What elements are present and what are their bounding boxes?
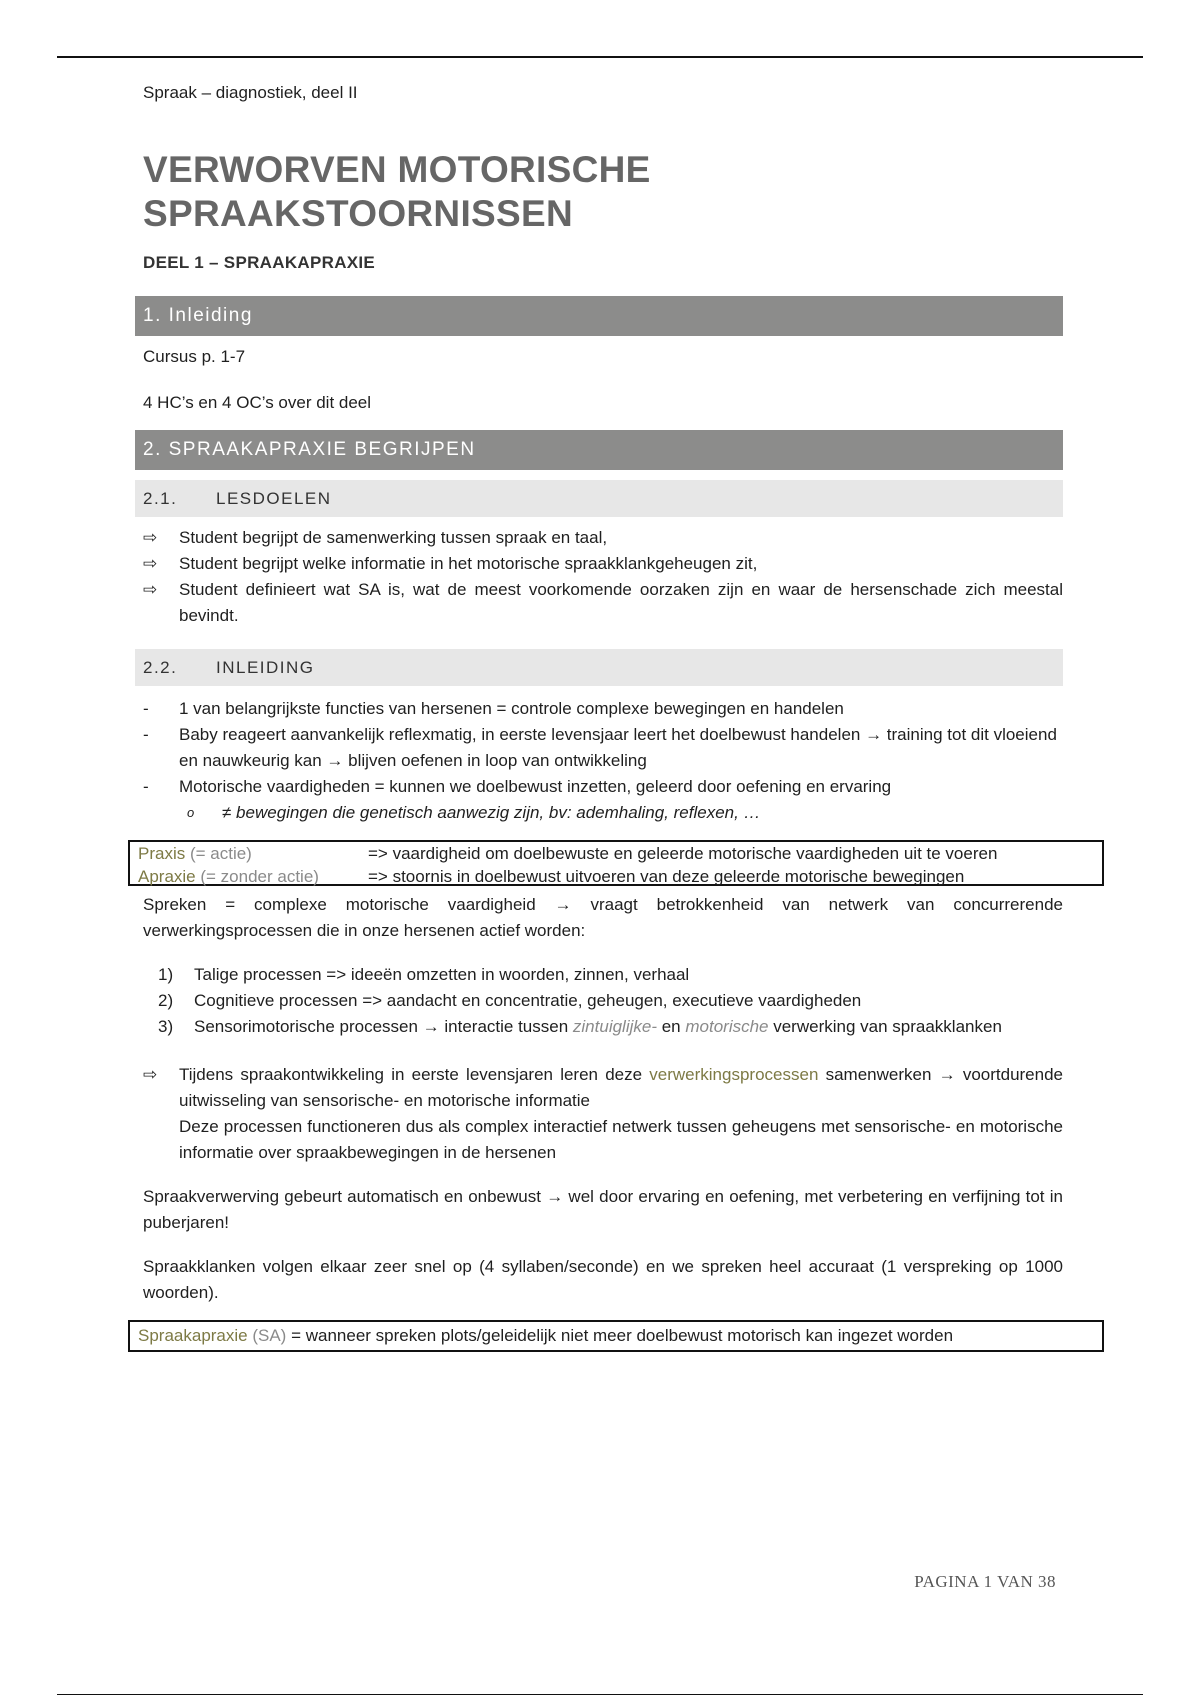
top-rule [57, 56, 1143, 58]
definition-box-wrapper [138, 840, 1063, 892]
circle-marker-icon: o [187, 805, 195, 820]
list-item: 1) Talige processen => ideeën omzetten in woorden, zinnen, verhaal [158, 965, 690, 984]
definition-term: Apraxie [138, 867, 196, 886]
arrow-marker-icon: ⇨ [143, 580, 158, 599]
page-number: PAGINA 1 VAN 38 [914, 1572, 1056, 1591]
definition-text: => vaardigheid om doelbewuste en geleerde motorische vaardigheden uit te voeren [368, 844, 998, 863]
definition-term: Praxis [138, 844, 186, 863]
dash-marker: - [143, 699, 149, 718]
sensory-term: zintuiglijke- [572, 1017, 657, 1036]
dash-marker: - [143, 725, 149, 744]
list-item: 2) Cognitieve processen => aandacht en concentratie, geheugen, executieve vaardigheden [158, 991, 862, 1010]
document-title: VERWORVEN MOTORISCHE SPRAAKSTOORNISSEN [143, 149, 651, 234]
dash-marker: - [143, 777, 149, 796]
document-page [138, 80, 1064, 1360]
sa-abbreviation: (SA) [247, 1326, 287, 1345]
section-heading-spraakapraxie: 2. SPRAAKAPRAXIE BEGRIJPEN [135, 430, 1063, 470]
running-header: Spraak – diagnostiek, deel II [143, 83, 358, 102]
bottom-rule [57, 1694, 1143, 1695]
list-item: 3) Sensorimotorische processen → interactie tussen zintuiglijke- en motorische verwerking van spraakklanken [158, 1017, 1002, 1036]
list-item: - 1 van belangrijkste functies van hersenen = controle complexe bewegingen en handelen [143, 696, 1063, 722]
praxis-definition-box [128, 840, 1104, 886]
definition-row [138, 865, 1102, 888]
motor-term: motorische [685, 1017, 769, 1036]
list-item: ⇨ Student begrijpt welke informatie in het motorische spraakklankgeheugen zit, [143, 551, 1063, 577]
lecture-count: 4 HC’s en 4 OC’s over dit deel [143, 393, 372, 412]
arrow-marker-icon: ⇨ [143, 554, 158, 573]
arrow-marker-icon: ⇨ [143, 528, 158, 547]
list-item: - Baby reageert aanvankelijk reflexmatig, in eerste levensjaar leert het doelbewust handelen → training tot dit vloeiend en nauwkeurig kan → blijven oefenen in loop van ontwikkeling [143, 722, 1063, 774]
development-list [143, 1062, 1063, 1166]
sa-definition-box [128, 1320, 1104, 1352]
paragraph-speed: Spraakklanken volgen elkaar zeer snel op (4 syllaben/seconde) en we spreken heel accuraat (1 verspreking op 1000 woorden). [143, 1257, 1063, 1302]
subsection-heading-lesdoelen [135, 480, 1063, 517]
sa-definition-wrapper [138, 1320, 1063, 1360]
sa-term: Spraakapraxie [138, 1326, 248, 1345]
definition-text: => stoornis in doelbewust uitvoeren van deze geleerde motorische bewegingen [368, 867, 965, 886]
subsection-heading-inleiding [135, 649, 1063, 686]
subsection-title: INLEIDING [216, 658, 315, 677]
list-item: ⇨ Tijdens spraakontwikkeling in eerste levensjaren leren deze verwerkingsprocessen samenwerken → voortdurende uitwisseling van sensorische- en motorische informatie Deze processen functioneren dus als complex interactief netwerk tussen geheugens met sensorische- en motorische informatie over spraakbewegingen in de hersenen [143, 1062, 1063, 1166]
highlight-term: verwerkingsprocessen [649, 1065, 819, 1084]
subsection-number: 2.1. [143, 489, 178, 508]
list-item: - Motorische vaardigheden = kunnen we doelbewust inzetten, geleerd door oefening en ervaring [143, 774, 1063, 800]
speaking-intro: Spreken = complexe motorische vaardigheid → vraagt betrokkenheid van netwerk van concurrerende verwerkingsprocessen die in onze hersenen actief worden: [143, 895, 1063, 940]
section-heading-inleiding: 1. Inleiding [135, 296, 1063, 336]
paragraph-acquisition: Spraakverwerving gebeurt automatisch en onbewust → wel door ervaring en oefening, met verbetering en verfijning tot in puberjaren! [143, 1187, 1063, 1232]
intro-list [143, 696, 1063, 800]
list-item: ⇨ Student begrijpt de samenwerking tussen spraak en taal, [143, 525, 1063, 551]
intro-sublist [143, 800, 1063, 826]
learning-goals-list [143, 525, 1063, 629]
definition-row [138, 842, 1102, 865]
course-pages: Cursus p. 1-7 [143, 347, 246, 366]
sa-definition-text: = wanneer spreken plots/geleidelijk niet meer doelbewust motorisch kan ingezet worden [286, 1326, 954, 1345]
definition-gloss: (= zonder actie) [195, 867, 319, 886]
subsection-title: LESDOELEN [216, 489, 332, 508]
arrow-marker-icon: ⇨ [143, 1065, 158, 1084]
definition-gloss: (= actie) [185, 844, 252, 863]
processes-list [143, 962, 1063, 1040]
subsection-number: 2.2. [143, 658, 178, 677]
list-item: o ≠ bewegingen die genetisch aanwezig zijn, bv: ademhaling, reflexen, … [143, 800, 1063, 826]
list-item: ⇨ Student definieert wat SA is, wat de meest voorkomende oorzaken zijn en waar de hersenschade zich meestal bevindt. [143, 577, 1063, 629]
document-subtitle: DEEL 1 – SPRAAKAPRAXIE [143, 253, 376, 272]
